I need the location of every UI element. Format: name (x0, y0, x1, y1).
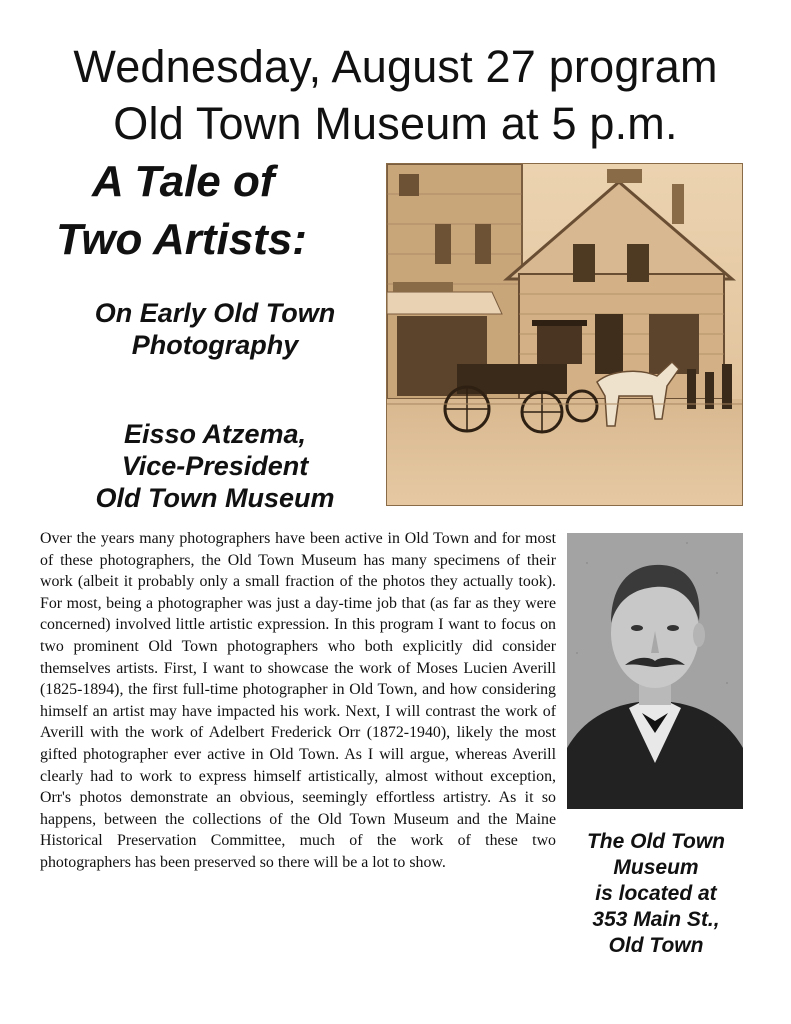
program-title-line-1: A Tale of (92, 157, 275, 206)
historic-storefront-photo (386, 163, 743, 506)
program-subtitle (40, 297, 390, 361)
subtitle-line: On Early Old Town (94, 298, 336, 328)
museum-location-caption (556, 829, 756, 959)
caption-line: The Old Town (586, 830, 726, 853)
portrait-illustration (567, 533, 743, 809)
caption-line: Museum (613, 856, 699, 879)
caption-line: is located at (595, 882, 717, 905)
program-description: Over the years many photographers have been active in Old Town and for most of these photographers, the Old Town Museum has many specimens of their work (albeit it probably only a small fraction of the photos they actually took). For most, being a photographer was just a day-time job that (as far as they were concerned) involved little artistic expression. In this program I want to focus on two prominent Old Town photographers who both explicitly did consider themselves artists. First, I want to showcase the work of Moses Lucien Averill (1825-1894), the first full-time photographer in Old Town, and how considering himself an artist may have impacted his work. Next, I will contrast the work of Averill with the work of Adelbert Frederick Orr (1872-1940), likely the most gifted photographer ever active in Old Town. As I will argue, whereas Averill clearly had to work to express himself artistically, almost without exception, Orr's photos demonstrate an obvious, seemingly effortless artistry. As it so happens, between the collections of the Old Town Museum and the Maine Historical Preservation Committee, much of the work of these two photographers has been preserved so there will be a lot to show. (40, 530, 556, 871)
event-location-heading: Old Town Museum at 5 p.m. (113, 98, 678, 149)
portrait-photo (567, 533, 743, 809)
program-title-line-2: Two Artists: (56, 215, 307, 264)
speaker-name: Eisso Atzema, (123, 419, 307, 449)
subtitle-line: Photography (131, 330, 299, 360)
storefront-illustration (387, 164, 742, 505)
speaker-block (40, 418, 390, 514)
caption-line: Old Town (608, 934, 704, 957)
speaker-role: Vice-President (121, 451, 309, 481)
caption-line: 353 Main St., (592, 908, 720, 931)
speaker-organization: Old Town Museum (95, 483, 335, 513)
event-date-heading: Wednesday, August 27 program (73, 41, 718, 92)
